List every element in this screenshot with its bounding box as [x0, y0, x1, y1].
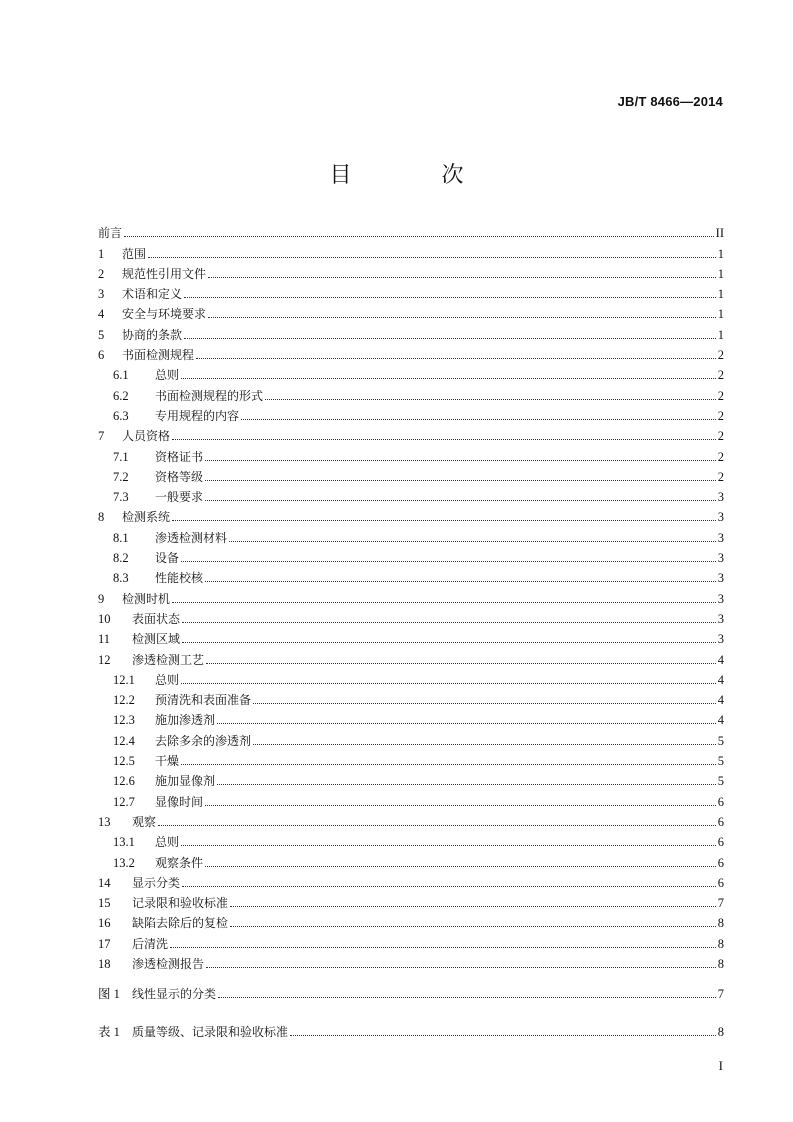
toc-entry[interactable]	[98, 342, 724, 362]
dot-leader	[208, 316, 716, 318]
dot-leader	[205, 499, 716, 501]
toc-entry-number: 图 1	[98, 987, 120, 1002]
dot-leader	[206, 662, 716, 664]
toc-entry-title: 显像时间	[155, 794, 204, 809]
toc-entry-title: 规范性引用文件	[122, 266, 207, 281]
toc-entry-number: 15	[98, 896, 111, 911]
toc-entry-page: 6	[717, 814, 724, 829]
toc-entry-title: 施加渗透剂	[155, 713, 216, 728]
toc-entry-title: 表面状态	[132, 611, 181, 626]
toc-entry-title: 书面检测规程	[122, 348, 195, 363]
toc-entry-page: 5	[717, 754, 724, 769]
toc-entry-number: 5	[98, 327, 105, 342]
toc-entry[interactable]	[98, 890, 724, 910]
toc-entry-number: 表 1	[98, 1025, 120, 1040]
toc-entry[interactable]	[98, 504, 724, 524]
dot-leader	[217, 722, 716, 724]
toc-entry-number: 13.1	[113, 835, 135, 850]
toc-entry-page: 4	[717, 652, 724, 667]
toc-entry-number: 2	[98, 266, 105, 281]
toc-entry-page: 5	[717, 774, 724, 789]
toc-entry-number: 7.3	[113, 490, 129, 505]
toc-entry-number: 6.2	[113, 388, 129, 403]
toc-entry[interactable]	[98, 788, 724, 808]
toc-entry-page: 4	[717, 713, 724, 728]
dot-leader	[172, 519, 716, 521]
dot-leader	[208, 276, 716, 278]
footer-page-number: I	[718, 1058, 723, 1073]
toc-entry-page: 3	[717, 611, 724, 626]
toc-entry[interactable]	[98, 281, 724, 301]
standard-code: JB/T 8466—2014	[617, 94, 723, 109]
dot-leader	[217, 783, 716, 785]
toc-entry-number: 8	[98, 510, 105, 525]
dot-leader	[181, 377, 716, 379]
toc-entry-page: 2	[717, 469, 724, 484]
dot-leader	[182, 641, 716, 643]
toc-entry[interactable]	[98, 748, 724, 768]
toc-entry-number: 6.3	[113, 408, 129, 423]
toc-entry-number: 11	[98, 632, 111, 647]
toc-entry-title: 资格证书	[155, 449, 204, 464]
toc-entry-number: 12.4	[113, 733, 135, 748]
toc-entry-title: 协商的条款	[122, 327, 183, 342]
toc-entry-page: II	[715, 226, 724, 241]
toc-entry-page: 2	[717, 429, 724, 444]
toc-entry-number: 13	[98, 814, 111, 829]
toc-entry-page: 7	[717, 896, 724, 911]
toc-entry-number: 12.2	[113, 693, 135, 708]
dot-leader	[196, 357, 716, 359]
dot-leader	[241, 418, 716, 420]
toc-entry[interactable]	[98, 362, 724, 382]
toc-entry-title: 总则	[155, 368, 180, 383]
toc-entry-number: 12.1	[113, 672, 135, 687]
toc-entry[interactable]	[98, 261, 724, 281]
toc-entry-title: 范围	[122, 246, 147, 261]
toc-entry-page: 1	[717, 287, 724, 302]
toc-entry-title: 人员资格	[122, 429, 171, 444]
toc-entry[interactable]	[98, 484, 724, 504]
toc-entry[interactable]	[98, 910, 724, 930]
toc-entry-page: 2	[717, 368, 724, 383]
toc-entry-title: 后清洗	[132, 936, 169, 951]
toc-entry-page: 6	[717, 855, 724, 870]
toc-entry-title: 记录限和验收标准	[132, 896, 229, 911]
toc-entry-number: 7	[98, 429, 105, 444]
dot-leader	[290, 1034, 716, 1036]
toc-entry-title: 干燥	[155, 754, 180, 769]
toc-entry-title: 质量等级、记录限和验收标准	[132, 1025, 289, 1040]
toc-entry-page: 2	[717, 408, 724, 423]
dot-leader	[158, 824, 716, 826]
toc-entry[interactable]	[98, 870, 724, 890]
toc-entry[interactable]	[98, 240, 724, 260]
toc-entry-page: 1	[717, 266, 724, 281]
toc-entry-page: 8	[717, 1025, 724, 1040]
toc-entry-page: 2	[717, 348, 724, 363]
dot-leader	[206, 966, 716, 968]
toc-entry-number: 14	[98, 875, 111, 890]
toc-entry-title: 资格等级	[155, 469, 204, 484]
toc-entry-page: 4	[717, 672, 724, 687]
toc-entry-title: 书面检测规程的形式	[155, 388, 264, 403]
toc-entry-number: 8.1	[113, 530, 129, 545]
toc-entry-page: 2	[717, 388, 724, 403]
dot-leader	[124, 235, 714, 237]
toc-entry[interactable]	[98, 606, 724, 626]
toc-entry-number: 3	[98, 287, 105, 302]
toc-entry[interactable]	[98, 849, 724, 869]
dot-leader	[205, 804, 716, 806]
figure-list	[98, 981, 724, 1001]
toc-entry[interactable]	[98, 981, 724, 1001]
toc-entry-number: 4	[98, 307, 105, 322]
dot-leader	[205, 459, 716, 461]
toc-entry-title: 检测区域	[132, 632, 181, 647]
dot-leader	[172, 601, 716, 603]
dot-leader	[181, 844, 716, 846]
toc-entry-title: 渗透检测报告	[132, 956, 205, 971]
toc-entry-number: 12.5	[113, 754, 135, 769]
toc-entry-page: 8	[717, 956, 724, 971]
toc-entry-number: 10	[98, 611, 111, 626]
toc-entry-number: 17	[98, 936, 111, 951]
toc-entry[interactable]	[98, 565, 724, 585]
toc-entry-number: 9	[98, 591, 105, 606]
table-of-contents	[98, 220, 724, 971]
dot-leader	[205, 479, 716, 481]
toc-entry-title: 总则	[155, 835, 180, 850]
toc-entry[interactable]	[98, 667, 724, 687]
dot-leader	[172, 438, 716, 440]
toc-entry-page: 5	[717, 733, 724, 748]
toc-entry-number: 6.1	[113, 368, 129, 383]
toc-entry-page: 4	[717, 693, 724, 708]
toc-entry-number: 8.3	[113, 571, 129, 586]
toc-entry[interactable]	[98, 951, 724, 971]
toc-entry-page: 3	[717, 530, 724, 545]
toc-entry-number: 8.2	[113, 551, 129, 566]
toc-entry-page: 1	[717, 246, 724, 261]
toc-entry-title: 总则	[155, 672, 180, 687]
toc-entry[interactable]	[98, 687, 724, 707]
toc-entry[interactable]	[98, 1019, 724, 1039]
toc-entry[interactable]	[98, 585, 724, 605]
page-title: 目 次	[329, 163, 498, 188]
dot-leader	[182, 885, 716, 887]
toc-entry-title: 渗透检测工艺	[132, 652, 205, 667]
toc-entry-number: 13.2	[113, 855, 135, 870]
toc-entry-title: 去除多余的渗透剂	[155, 733, 252, 748]
toc-entry-page: 1	[717, 327, 724, 342]
toc-entry-number: 7.1	[113, 449, 129, 464]
toc-entry[interactable]	[98, 768, 724, 788]
toc-entry-number: 6	[98, 348, 105, 363]
toc-entry-title: 安全与环境要求	[122, 307, 207, 322]
dot-leader	[229, 540, 716, 542]
toc-entry-page: 6	[717, 835, 724, 850]
toc-entry[interactable]	[98, 301, 724, 321]
toc-entry-page: 3	[717, 632, 724, 647]
dot-leader	[205, 865, 716, 867]
toc-entry[interactable]	[98, 545, 724, 565]
toc-entry-title: 缺陷去除后的复检	[132, 916, 229, 931]
toc-entry[interactable]	[98, 930, 724, 950]
toc-entry[interactable]	[98, 220, 724, 240]
toc-entry-title: 施加显像剂	[155, 774, 216, 789]
toc-entry[interactable]	[98, 321, 724, 341]
toc-entry[interactable]	[98, 707, 724, 727]
toc-entry-page: 6	[717, 875, 724, 890]
dot-leader	[184, 296, 716, 298]
toc-entry-title: 预清洗和表面准备	[155, 693, 252, 708]
toc-entry-page: 8	[717, 936, 724, 951]
toc-entry[interactable]	[98, 727, 724, 747]
toc-entry-number: 18	[98, 956, 111, 971]
toc-entry-title: 前言	[98, 226, 123, 241]
toc-entry-number: 7.2	[113, 469, 129, 484]
dot-leader	[181, 560, 716, 562]
toc-entry[interactable]	[98, 646, 724, 666]
dot-leader	[148, 256, 716, 258]
toc-entry-title: 设备	[155, 551, 180, 566]
toc-entry-page: 3	[717, 490, 724, 505]
toc-entry[interactable]	[98, 403, 724, 423]
toc-entry[interactable]	[98, 626, 724, 646]
dot-leader	[230, 925, 716, 927]
dot-leader	[170, 946, 716, 948]
toc-entry-title: 渗透检测材料	[155, 530, 228, 545]
dot-leader	[205, 580, 716, 582]
dot-leader	[253, 743, 716, 745]
toc-entry-title: 检测时机	[122, 591, 171, 606]
toc-entry[interactable]	[98, 464, 724, 484]
table-list	[98, 1019, 724, 1039]
toc-entry-page: 7	[717, 987, 724, 1002]
toc-entry-page: 8	[717, 916, 724, 931]
toc-entry-title: 观察	[132, 814, 157, 829]
dot-leader	[181, 682, 716, 684]
toc-entry-title: 检测系统	[122, 510, 171, 525]
toc-entry[interactable]	[98, 423, 724, 443]
dot-leader	[265, 398, 716, 400]
toc-entry-page: 1	[717, 307, 724, 322]
toc-entry[interactable]	[98, 382, 724, 402]
dot-leader	[230, 905, 716, 907]
toc-entry-title: 显示分类	[132, 875, 181, 890]
toc-entry-title: 线性显示的分类	[132, 987, 217, 1002]
toc-entry-page: 3	[717, 591, 724, 606]
toc-entry-page: 2	[717, 449, 724, 464]
toc-entry-page: 3	[717, 571, 724, 586]
toc-entry-title: 性能校核	[155, 571, 204, 586]
toc-entry[interactable]	[98, 524, 724, 544]
toc-entry-page: 3	[717, 510, 724, 525]
toc-entry-number: 16	[98, 916, 111, 931]
toc-entry-number: 12.7	[113, 794, 135, 809]
toc-entry-title: 观察条件	[155, 855, 204, 870]
toc-entry-title: 一般要求	[155, 490, 204, 505]
toc-entry-number: 12.3	[113, 713, 135, 728]
toc-entry[interactable]	[98, 443, 724, 463]
toc-entry-title: 专用规程的内容	[155, 408, 240, 423]
dot-leader	[184, 337, 716, 339]
toc-entry-number: 1	[98, 246, 105, 261]
dot-leader	[182, 621, 716, 623]
dot-leader	[181, 763, 716, 765]
toc-entry-page: 3	[717, 551, 724, 566]
toc-entry[interactable]	[98, 809, 724, 829]
dot-leader	[218, 996, 716, 998]
toc-entry-number: 12.6	[113, 774, 135, 789]
dot-leader	[253, 702, 716, 704]
toc-entry-number: 12	[98, 652, 111, 667]
toc-entry-title: 术语和定义	[122, 287, 183, 302]
toc-entry[interactable]	[98, 829, 724, 849]
toc-entry-page: 6	[717, 794, 724, 809]
